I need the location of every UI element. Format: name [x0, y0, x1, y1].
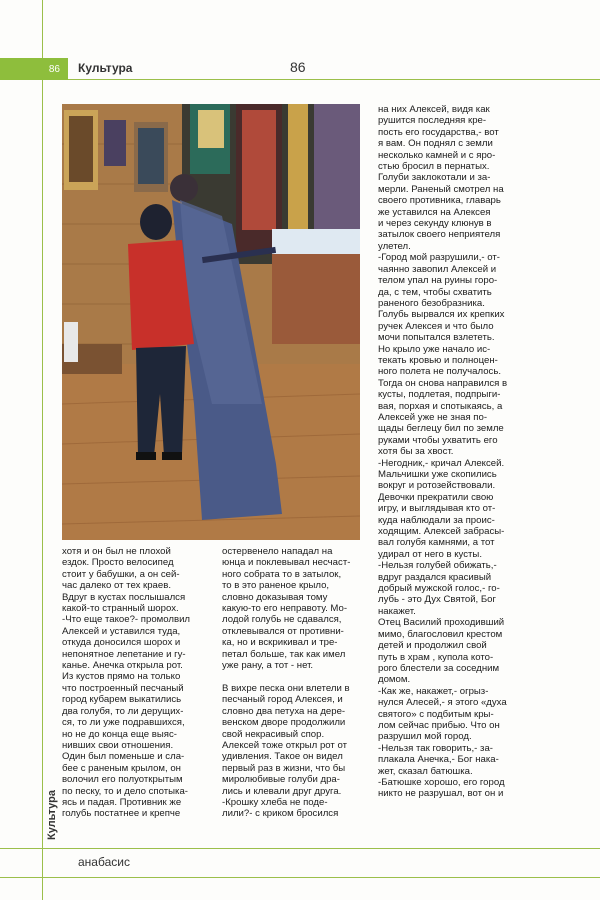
- side-section-label: Культура: [46, 790, 58, 840]
- header-rule: [0, 79, 600, 80]
- church-interior-photo: [62, 104, 360, 540]
- footer-rule-top: [0, 848, 600, 849]
- page-number: 86: [290, 59, 306, 75]
- article-text-middle: остервенело нападал на юнца и поклевывал несчаст- ного собрата то в затылок, то в это раненое крыло, словно доказывая тому какую-то его неправоту. Мо- лодой голубь не сдавался, отклевывался от противни- ка, но и вскрикивал и тре- петал больше, так как имел уже рану, а тот - нет. В вихре песка они влетели в песчаный город Алексея, и словно два петуха на дере- венском дворе продолжили свой некрасивый спор. Алексей тоже открыл рот от удивления. Такое он видел первый раз в жизни, что бы миролюбивые голуби дра- лись и клевали друг друга. -Крошку хлеба не поде- лили?- с криком бросился: [222, 546, 351, 820]
- footer-publication-name: анабасис: [78, 855, 130, 869]
- page-number-tab: 86: [0, 58, 68, 80]
- article-text-left: хотя и он был не плохой ездок. Просто велосипед стоит у бабушки, а он сей- час далеко от тех краев. Вдруг в кустах послышался какой-то странный шорох. -Что еще такое?- промолвил Алексей и уставился туда, откуда доносился шорох и непонятное лепетание и гу- канье. Анечка открыла рот. Из кустов прямо на только что построенный песчаный город кубарем выкатились два голубя, то ли дерущих- ся, то ли уже подравшихся, но не до конца еще выяс- нивших свои отношения. Один был поменьше и сла- бее с раненым крылом, он волочил его полуоткрытым по песку, то и дело спотыка- ясь и падая. Противник же голубь постатнее и крепче: [62, 546, 191, 820]
- footer-rule-bottom: [0, 877, 600, 878]
- article-column-left: [62, 546, 212, 820]
- article-column-middle: [222, 546, 366, 820]
- article-column-right: [378, 104, 536, 800]
- section-title: Культура: [78, 61, 133, 75]
- article-text-right: на них Алексей, видя как рушится последняя кре- пость его государства,- вот я вам. Он поднял с земли несколько камней и с яро- стью бросил в пернатых. Голуби заклокотали и за- мерли. Раненый смотрел на своего противника, главарь же уставился на Алексея и через секунду клюнув в затылок своего неприятеля улетел. -Город мой разрушили,- от- чаянно завопил Алексей и телом упал на руины горо- да, с тем, чтобы схватить раненого безобразника. Голубь вырвался их крепких ручек Алексея и что было мочи попытался взлететь. Но крыло уже начало ис- текать кровью и полноцен- ного полета не получалось. Тогда он снова направился в кусты, подлетая, подпрыги- вая, порхая и спотыкаясь, а Алексей уже не зная по- щады беглецу бил по земле руками чтобы ухватить его хотя бы за хвост. -Негодник,- кричал Алексей. Мальчишки уже скопились вокруг и ротозействовали. Девочки прекратили свою игру, и выглядывая кто от- куда наблюдали за проис- ходящим. Алексей забрасы- вал голубя камнями, а тот удирал от него в кусты. -Нельзя голубей обижать,- вдруг раздался красивый добрый мужской голос,- го- лубь - это Дух Святой, Бог накажет. Отец Василий проходивший мимо, благословил крестом детей и продолжил свой путь в храм , купола кото- рого блестели за соседним домом. -Как же, накажет,- огрыз- нулся Алесей,- я этого «духа святого» с подбитым кры- лом сейчас прибью. Что он разрушил мой город. -Нельзя так говорить,- за- плакала Анечка,- Бог нака- жет, сказал батюшка. -Батюшке хорошо, его город никто не разрушал, вот он и: [378, 104, 508, 800]
- left-margin-rule: [42, 0, 43, 900]
